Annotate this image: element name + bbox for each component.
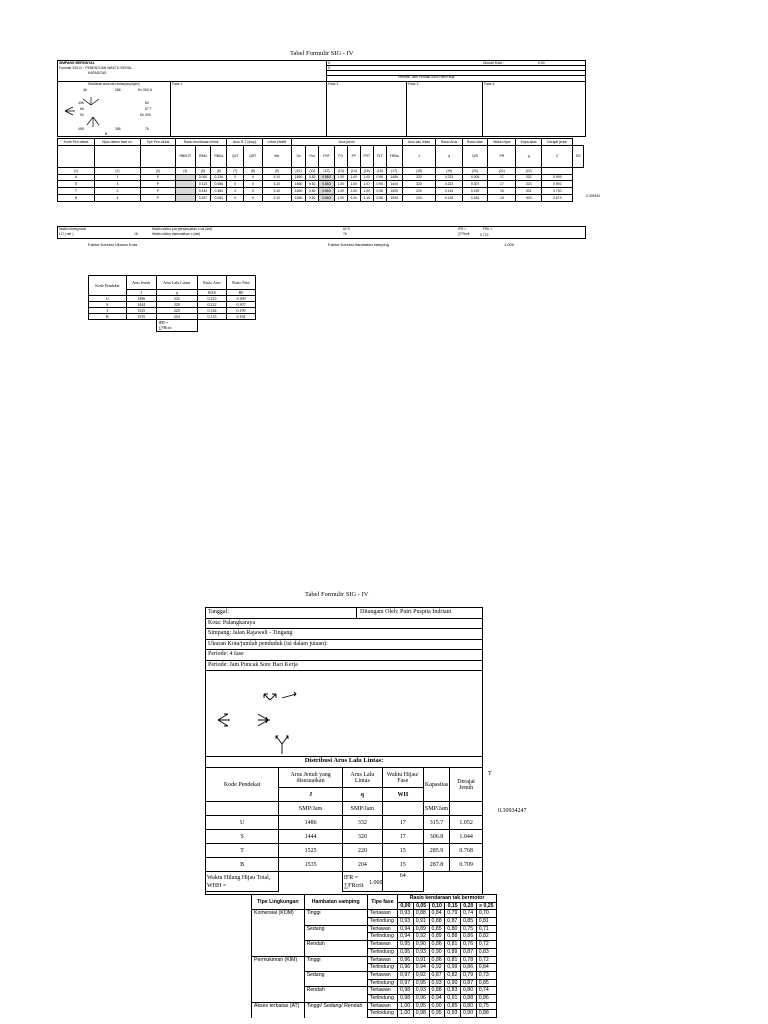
th-sub: q <box>436 145 462 167</box>
table-row: T 2 P 0.242 0.384 0 0 3.10 1860 0.82 0.863 1.00 1.00 1.00 0.98 1525 220 0.144 0.199 15 301 0.730 <box>58 188 584 195</box>
table-row: Sedang Terlawan 0,97 0,92 0,87 0,82 0,79 0,73 <box>252 971 497 979</box>
faktor-ukuran-label: Faktor Koreksi Ukuran Kota <box>88 242 138 247</box>
th-sub: FLT <box>373 145 386 167</box>
th: Lebar efektif <box>262 139 291 146</box>
p2-row-tanggal <box>206 608 482 619</box>
th-sub: FRT <box>360 145 373 167</box>
th: Arus R-T (smp) <box>227 139 262 146</box>
col-num: (13) <box>334 167 347 174</box>
th: Arus Jenuh <box>126 276 156 290</box>
th: Rasio kendaraan tak bermotor <box>398 895 497 903</box>
divider <box>326 81 327 136</box>
th: Derajat Jenuh <box>450 768 483 802</box>
footer-text: LTI ( det ) <box>59 232 74 236</box>
table-row: U 1 P 0.082 0.136 0 0 3.10 1860 0.82 0.863 1.00 1.00 1.00 0.98 1486 332 0.223 0.308 17 332 0.999 <box>58 174 584 181</box>
th-sub: FG <box>334 145 347 167</box>
header-d1: D <box>328 61 331 65</box>
table-row: U 1486 332 17 315.7 1.052 <box>206 816 483 830</box>
col-num: (17) <box>386 167 402 174</box>
divider <box>326 65 585 66</box>
p2-dist-title: Distribusi Arus Lalu Lintas: <box>304 757 384 764</box>
p1-caption: Tabel Formulir SIG - IV <box>290 50 354 57</box>
summary-ifr: IFR = <box>158 320 168 325</box>
periode-jam-label: Periode: Jam Puncak Sore Hari Kerja <box>206 661 482 672</box>
col-num: (16) <box>373 167 386 174</box>
footer-text: ∑FRcrit <box>458 232 470 236</box>
th-sub: FP <box>347 145 360 167</box>
tanggal-label: Tanggal: <box>208 609 229 615</box>
th-sub: RBKa <box>211 145 227 167</box>
th-sub: J <box>402 145 436 167</box>
th: Rasio Fase <box>227 276 256 290</box>
th: Kapa-sitas <box>516 139 542 146</box>
th: Waktu Hijau/ Fase <box>382 768 423 788</box>
footer-text: Waktu hilang total <box>59 227 86 231</box>
th: Kapasitas <box>423 768 449 802</box>
th-sub: FRBa <box>386 145 402 167</box>
table-row: Terlindung 0,95 0,93 0,90 0,89 0,87 0,83 <box>252 948 497 956</box>
col-num: (20) <box>462 167 488 174</box>
col-num: (19) <box>436 167 462 174</box>
col-num: (15) <box>360 167 373 174</box>
diagram-num: 46 <box>83 88 87 92</box>
p1-header-kapasitas: KAPASITAS <box>88 71 107 75</box>
th-sub: QRT <box>244 145 262 167</box>
fase-3-label: Fase 3 <box>408 82 419 86</box>
footer-text: FRc = <box>483 227 493 231</box>
table-row: Terlindung 1,00 0,98 0,95 0,93 0,90 0,88 <box>252 1010 497 1018</box>
ukuran-label: Ukuran Kota/jumlah penduduk (isi dalam jutaan): <box>206 640 482 651</box>
table-row: Terlindung 0,97 0,95 0,93 0,90 0,87 0,85 <box>252 979 497 987</box>
env-table: Tipe Lingkungan Hambatan samping Tipe fase Rasio kendaraan tak bermotor 0,00 0,05 0,10 0,15 0,20 ≥ 0,25 Komersial (KOM) Tinggi Terlawan 0,93 0,88 0,84 0,79 0,74 0,70 Terlindung 0,93 0,91 0,88 0,87 0,85 0,81 Sedang Terlawan 0,94 0,89 0,85 0,80 0,75 0,71 Terlindung 0,94 0,92 0,89 0,88 0,86 0,82 Rendah Terlawan 0,95 0,90 0,86 0,81 0,76 0,72 Terlindung 0,95 0,93 0,90 0,89 0,87 0,83 Permukiman (KIM) Tinggi Terlawan 0,96 0,91 0,86 0,81 0,78 0,72 Terlindung 0,96 0,94 0,92 0,99 0,86 0,84 Sedang Terlawan 0,97 0,92 0,87 0,82 0,79 0,73 Terlindung 0,97 0,95 0,93 0,90 0,87 0,85 Rendah Terlawan 0,98 0,93 0,88 0,83 0,80 0,74 Terlindung 0,98 0,96 0,94 0,91 0,88 0,86 Akses terbatas (AT) Tinggi/ Sedang/ Rendah Terlawan 1,00 0,95 0,90 0,85 0,80 0,75 Terlindung 1,00 0,98 0,95 0,93 0,90 0,88 <box>251 894 497 1018</box>
th: Rasio fase <box>462 139 488 146</box>
divider <box>170 81 171 136</box>
divider <box>326 70 585 71</box>
table-row: Komersial (KOM) Tinggi Terlawan 0,93 0,88 0,84 0,79 0,74 0,70 <box>252 910 497 918</box>
footer-text: IFR = <box>458 227 467 231</box>
divider <box>406 81 407 136</box>
table-row: Terlindung 0,94 0,92 0,89 0,88 0,86 0,82 <box>252 933 497 941</box>
th: Waktu hijau <box>488 139 516 146</box>
th: Hambatan samping <box>304 895 367 910</box>
th-sub: DS <box>573 145 584 167</box>
col-num: (14) <box>347 167 360 174</box>
p2-sfr: ∑FRcrit <box>343 882 364 889</box>
whh-label: Waktu Hilang Hijau Total, WHH = <box>206 872 279 892</box>
p2-dist-table: Kode Pendekat Arus Jenuh yang disesuaikan Arus Lalu Lintas Waktu Hijau/ Fase Kapasitas Derajat Jenuh J q WH SMP/Jam SMP/Jam SMP/Jam U 1486 332 17 315.7 1.052 S 1444 320 17 306.8 1.044 T 1525 220 15 285.9 0.768 B 1535 204 15 287.8 0.709 Waktu Hilang Hijau Total, WHH = IFR = ∑FRcrit 64 <box>205 767 483 892</box>
table-row: S 1444 320 0.222 0.307 <box>89 302 256 308</box>
th: Tipe Lingkungan <box>252 895 305 910</box>
diagram-num: En 000 <box>140 113 151 117</box>
p2-mark-t: T <box>488 771 492 777</box>
diagram-num: 496 <box>78 101 84 105</box>
ukuran-kota-label: Ukuran Kota : <box>483 61 504 65</box>
divider <box>326 61 327 81</box>
p1-header-title: SIMPANG BERSINYAL <box>59 61 95 65</box>
fase-4-label: Fase 4 <box>484 82 495 86</box>
fase-1-label: Fase 1 <box>172 82 183 86</box>
col-num: (3) <box>140 167 175 174</box>
p1-header-block <box>57 60 586 137</box>
table-row: B 4 P 0.267 0.083 0 0 3.10 1860 0.82 0.863 1.00 1.00 1.10 0.98 1535 204 0.133 0.184 15 303 0.673 <box>58 194 584 201</box>
col-num: (12) <box>319 167 335 174</box>
diagram-num: 80 <box>145 101 149 105</box>
footer-text: 76 <box>343 232 347 236</box>
th: Rasio Arus <box>436 139 462 146</box>
th: Arus Jenuh yang disesuaikan <box>279 768 343 788</box>
diagram-num: 76 <box>145 127 149 131</box>
table-row: Sedang Terlawan 0,94 0,89 0,85 0,80 0,75 0,71 <box>252 925 497 933</box>
p1-footer <box>57 226 586 239</box>
col-num: (5) <box>195 167 211 174</box>
table-row: T 1525 220 15 285.9 0.768 <box>206 844 483 858</box>
col-num: (1) <box>58 167 95 174</box>
table-row: Akses terbatas (AT) Tinggi/ Sedang/ Rendah Terlawan 1,00 0,95 0,90 0,85 0,80 0,75 <box>252 1002 497 1010</box>
th-sub: C <box>542 145 573 167</box>
periode-label: Periode: Jam Puncak Sore Hari Kerja <box>398 75 455 79</box>
col-num: (6) <box>211 167 227 174</box>
p2-ifr: IFR = <box>343 874 359 881</box>
footer-text: 16 <box>134 232 138 236</box>
intersection-arrows-icon <box>63 91 123 131</box>
header-d2: D <box>328 66 331 70</box>
col-num: (2) <box>94 167 140 174</box>
table-row: U 1486 332 0.223 0.309 <box>89 296 256 302</box>
th-sub: QLT <box>227 145 244 167</box>
col-num: (10) <box>291 167 305 174</box>
divider <box>482 81 483 136</box>
th-sub: Q/S <box>462 145 488 167</box>
kota-label: Kota: Palangkaraya <box>206 619 482 630</box>
p1-calc-table <box>57 138 584 202</box>
th-sub: We <box>262 145 291 167</box>
footer-text: Waktu siklus pra penyesuaian c ua (det) <box>152 227 213 231</box>
table-row: T 1525 220 0.144 0.199 <box>89 308 256 314</box>
table-row: Rendah Terlawan 0,95 0,90 0,86 0,81 0,76 0,72 <box>252 941 497 949</box>
diagram-num: 66 <box>80 107 84 111</box>
diagram-num: 92 <box>80 113 84 117</box>
th: Tipe Pen-dekat <box>140 139 175 146</box>
table-row: B 1535 204 0.133 0.184 <box>89 314 256 320</box>
p1-header-form: Formulir SIG-IV : PENENTUAN WAKTU SINYAL <box>59 66 133 70</box>
summary-table: Kode Pendekat Arus Jenuh Arus Lalu Lintas Rasio Arus Rasio Fase J q RAS RF U 1486 332 0.223 0.309 S 1444 320 0.222 0.307 T 1525 220 0.144 0.199 B 1535 204 0.133 0.184 IFR = ∑FRcrit <box>88 275 256 332</box>
summary-sfr: ∑FRcrit <box>158 325 172 330</box>
faktor-hambatan-label: Faktor Koreksi hambatan samping <box>328 242 389 247</box>
th: Arus Lalu Lintas <box>342 768 382 788</box>
col-num: (18) <box>402 167 436 174</box>
col-num: (4) <box>175 167 195 174</box>
divider <box>326 75 585 76</box>
table-row: S 3 P 0.113 0.086 0 0 3.10 1860 0.82 0.863 1.00 1.00 1.07 0.98 1444 320 0.222 0.307 17 323 0.992 <box>58 181 584 188</box>
th: Rasio kendaraan belok <box>175 139 226 146</box>
col-num: (7) <box>227 167 244 174</box>
footer-text: 62.9 <box>343 227 350 231</box>
col-num: (11) <box>306 167 319 174</box>
diagram-num: B <box>105 132 108 136</box>
th: Hijau dalam fase no. <box>94 139 140 146</box>
th-sub: FSF <box>319 145 335 167</box>
ukuran-kota-value: 0.00 <box>538 61 545 65</box>
th-sub: So <box>291 145 305 167</box>
table-row: Terlindung 0,96 0,94 0,92 0,99 0,86 0,84 <box>252 964 497 972</box>
th: Derajat jenuh <box>542 139 573 146</box>
p2-ifr-value: 64 <box>382 872 423 892</box>
phase-arrows-icon <box>206 684 480 764</box>
diagram-num: 67 T <box>145 107 152 111</box>
th-sub: g <box>516 145 542 167</box>
table-row: Rendah Terlawan 0,98 0,93 0,88 0,83 0,80 0,74 <box>252 987 497 995</box>
diagram-num: 498 <box>78 127 84 131</box>
col-num: (8) <box>244 167 262 174</box>
th: Kode Pendekat <box>206 768 279 802</box>
th-sub: RB/KJT <box>175 145 195 167</box>
th: Kode Pen-dekat <box>58 139 95 146</box>
th: Rasio Arus <box>197 276 226 290</box>
th: Arus lalu lintas <box>402 139 436 146</box>
th-sub: RBKt <box>195 145 211 167</box>
faktor-value: 1.000 <box>504 242 515 247</box>
env-body <box>252 910 497 1018</box>
periode-fase-label: Periode: 4 fase <box>206 650 482 661</box>
col-num: (22) <box>516 167 542 174</box>
table-row: Terlindung 0,93 0,91 0,88 0,87 0,85 0,81 <box>252 918 497 926</box>
footer-text: 0.722 <box>480 233 489 237</box>
col-num: (21) <box>488 167 516 174</box>
footer-text: Waktu siklus disesuaikan c (det) <box>152 232 201 236</box>
diagram-num: 286 <box>115 127 121 131</box>
th-sub: PR <box>488 145 516 167</box>
col-num: (9) <box>262 167 291 174</box>
p2-caption: Tabel Formulir SIG - IV <box>305 591 369 598</box>
table-row: S 1444 320 17 306.8 1.044 <box>206 830 483 844</box>
p2-side-value: 0.30934247 <box>498 808 527 814</box>
th: Arus jenuh <box>291 139 402 146</box>
p2-below-value: 1.000 <box>369 880 383 886</box>
table-row: Permukiman (KIM) Tinggi Terlawan 0,96 0,91 0,86 0,81 0,78 0,72 <box>252 956 497 964</box>
ditangani-label: Ditangani Oleh: Putri Puspita Indriani <box>356 608 451 618</box>
diagram-num: 286 <box>115 88 121 92</box>
th: Kode Pendekat <box>89 276 127 296</box>
dist-title: Distribusi arus lalu lintas(smp/jam) <box>88 82 140 86</box>
th: Arus Lalu Lintas <box>156 276 197 290</box>
th-sub: Fcs <box>306 145 319 167</box>
table-row: Terlindung 0,98 0,96 0,94 0,91 0,88 0,86 <box>252 994 497 1002</box>
diagram-num: En 000 U <box>138 88 153 92</box>
fase-2-label: Fase 2 <box>328 82 339 86</box>
p1-side-value: 0.309342 <box>586 194 601 198</box>
table-row: B 1535 204 15 287.8 0.709 <box>206 858 483 872</box>
simpang-label: Simpang: Jalan Rajawali - Tingang <box>206 629 482 640</box>
th: Tipe fase <box>367 895 397 910</box>
